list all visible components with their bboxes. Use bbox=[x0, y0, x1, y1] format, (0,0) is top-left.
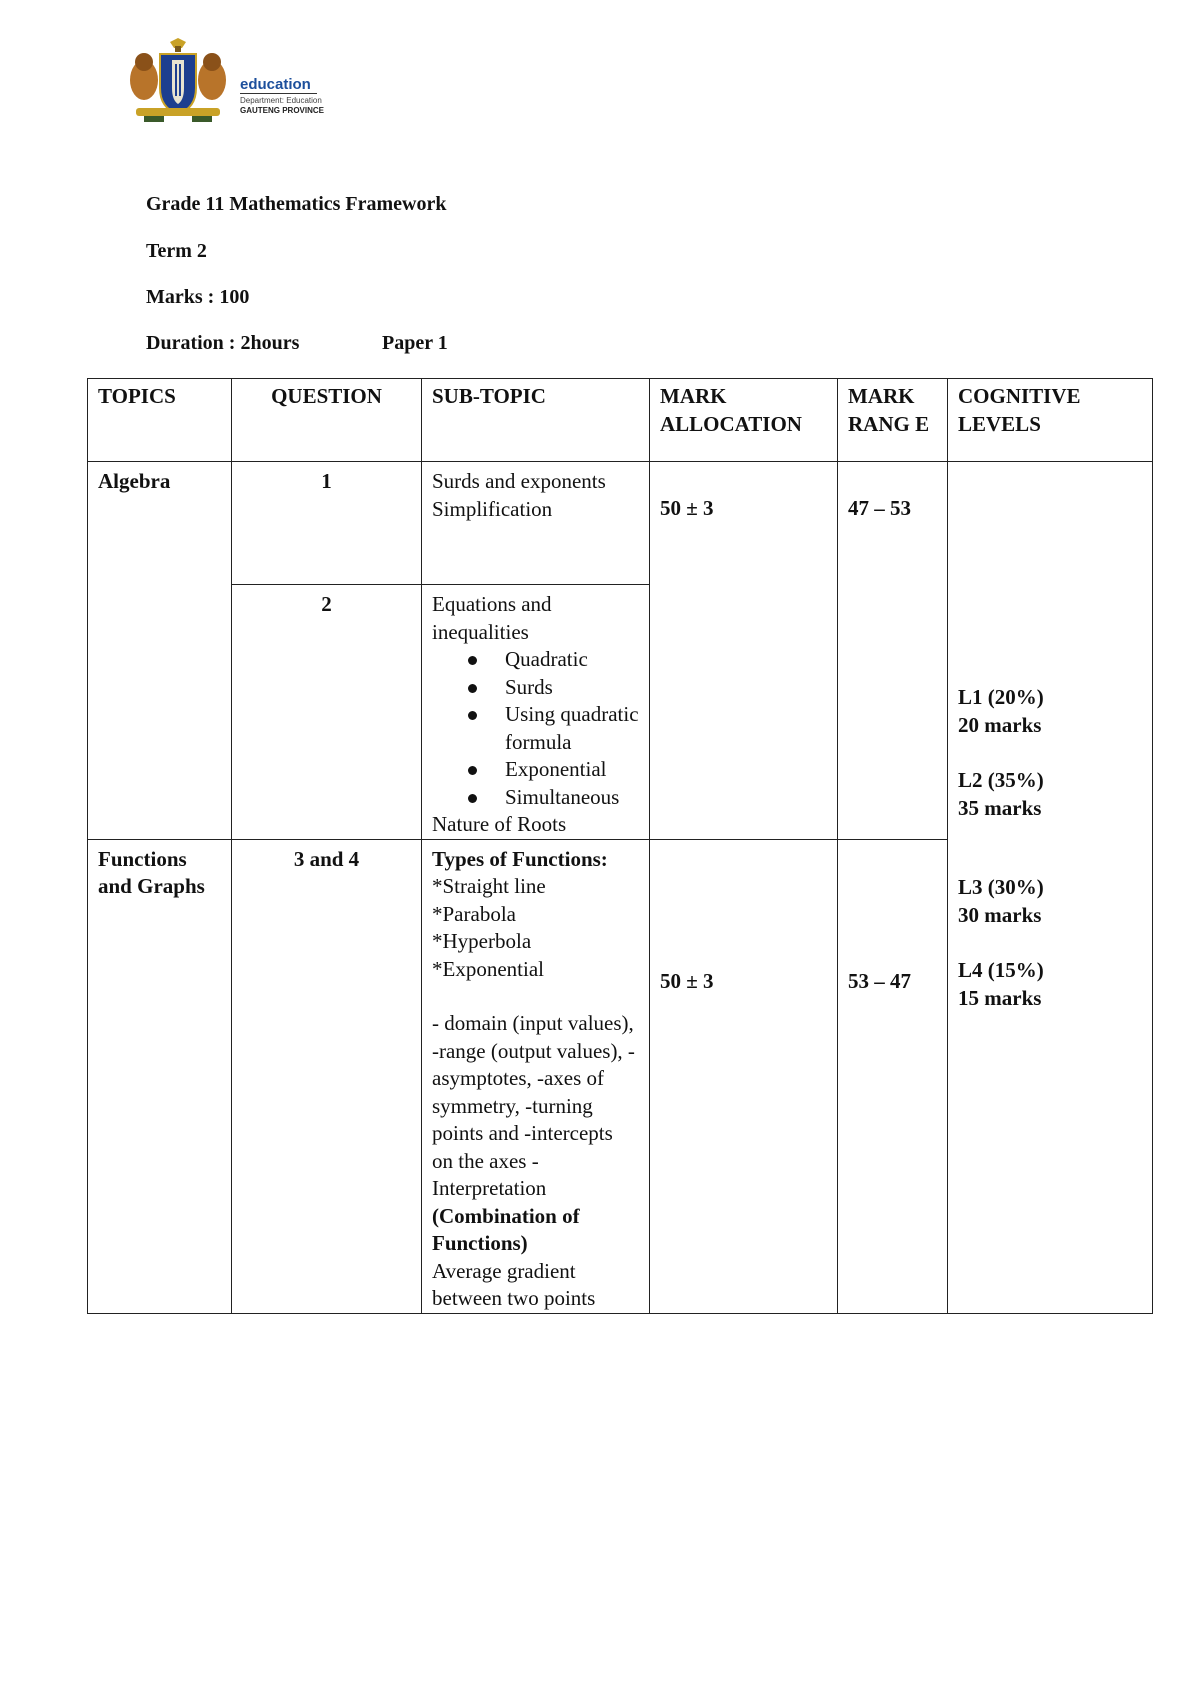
mark-allocation-value: 50 ± 3 bbox=[660, 968, 714, 993]
subtopic-line: Simplification bbox=[432, 496, 553, 521]
function-type: *Hyperbola bbox=[432, 929, 532, 953]
function-details: - domain (input values), -range (output values), -asymptotes, -axes of symmetry, -turning points and -intercepts on the axes -Interpretation bbox=[432, 1011, 635, 1200]
function-type: *Exponential bbox=[432, 956, 544, 981]
list-item: Exponential bbox=[432, 756, 639, 784]
topic-algebra: Algebra bbox=[88, 462, 232, 840]
duration-row bbox=[146, 332, 448, 355]
mark-allocation-value: 50 ± 3 bbox=[660, 496, 714, 520]
framework-table bbox=[87, 378, 1153, 1314]
list-item: Simultaneous bbox=[432, 784, 639, 812]
gauteng-education-logo bbox=[122, 38, 342, 128]
function-type: *Parabola bbox=[432, 901, 516, 926]
cognitive-level-1 bbox=[958, 684, 1142, 739]
cognitive-level-3 bbox=[958, 874, 1142, 929]
logo-education-label: education bbox=[240, 77, 317, 94]
mark-allocation-functions bbox=[650, 839, 838, 1313]
mark-range-value: 47 – 53 bbox=[848, 496, 911, 520]
level-marks: 15 marks bbox=[958, 985, 1042, 1010]
table-row bbox=[88, 462, 1153, 585]
topic-functions-graphs: Functions and Graphs bbox=[88, 839, 232, 1313]
level-label: L1 (20%) bbox=[958, 685, 1044, 709]
term-label: Term 2 bbox=[146, 240, 207, 262]
function-type: *Straight line bbox=[432, 874, 546, 898]
average-gradient-label: Average gradient between two points bbox=[432, 1258, 596, 1310]
mark-range-value: 53 – 47 bbox=[848, 968, 911, 993]
question-3-and-4: 3 and 4 bbox=[232, 839, 422, 1313]
coat-of-arms-icon bbox=[122, 38, 234, 124]
subtopic-bullet-list bbox=[432, 646, 639, 811]
level-label: L2 (35%) bbox=[958, 768, 1044, 792]
paper-label: Paper 1 bbox=[382, 332, 448, 354]
header-subtopic: SUB-TOPIC bbox=[422, 379, 650, 462]
cognitive-level-2 bbox=[958, 767, 1142, 822]
logo-department-label: Department: Education bbox=[240, 96, 322, 105]
mark-range-functions bbox=[838, 839, 948, 1313]
subtopic-q2 bbox=[422, 585, 650, 840]
mark-range-algebra bbox=[838, 462, 948, 840]
question-1: 1 bbox=[232, 462, 422, 585]
level-label: L4 (15%) bbox=[958, 958, 1044, 982]
mark-allocation-algebra bbox=[650, 462, 838, 840]
level-marks: 20 marks bbox=[958, 712, 1042, 737]
level-label: L3 (30%) bbox=[958, 875, 1044, 899]
header-mark-range: MARK RANG E bbox=[838, 379, 948, 462]
list-item: Surds bbox=[432, 674, 639, 702]
subtopic-line: Surds and exponents bbox=[432, 469, 606, 493]
level-marks: 35 marks bbox=[958, 795, 1042, 820]
subtopic-functions bbox=[422, 839, 650, 1313]
header-cognitive-levels: COGNITIVE LEVELS bbox=[948, 379, 1153, 462]
marks-label: Marks : 100 bbox=[146, 286, 250, 308]
document-title: Grade 11 Mathematics Framework bbox=[146, 193, 447, 215]
subtopic-heading: Equations and inequalities bbox=[432, 592, 552, 644]
list-item: Using quadratic formula bbox=[432, 701, 639, 756]
level-marks: 30 marks bbox=[958, 902, 1042, 927]
table-header-row bbox=[88, 379, 1153, 462]
header-mark-allocation: MARK ALLOCATION bbox=[650, 379, 838, 462]
duration-label: Duration : 2hours bbox=[146, 332, 300, 354]
question-2: 2 bbox=[232, 585, 422, 840]
types-heading: Types of Functions: bbox=[432, 846, 608, 871]
header-question: QUESTION bbox=[232, 379, 422, 462]
list-item: Quadratic bbox=[432, 646, 639, 674]
logo-province-label: GAUTENG PROVINCE bbox=[240, 106, 325, 115]
subtopic-footer: Nature of Roots bbox=[432, 812, 567, 836]
cognitive-levels-cell bbox=[948, 462, 1153, 1314]
header-topics: TOPICS bbox=[88, 379, 232, 462]
combination-label: (Combination of Functions) bbox=[432, 1203, 580, 1255]
subtopic-q1 bbox=[422, 462, 650, 585]
logo-text bbox=[240, 76, 324, 116]
cognitive-level-4 bbox=[958, 957, 1142, 1012]
